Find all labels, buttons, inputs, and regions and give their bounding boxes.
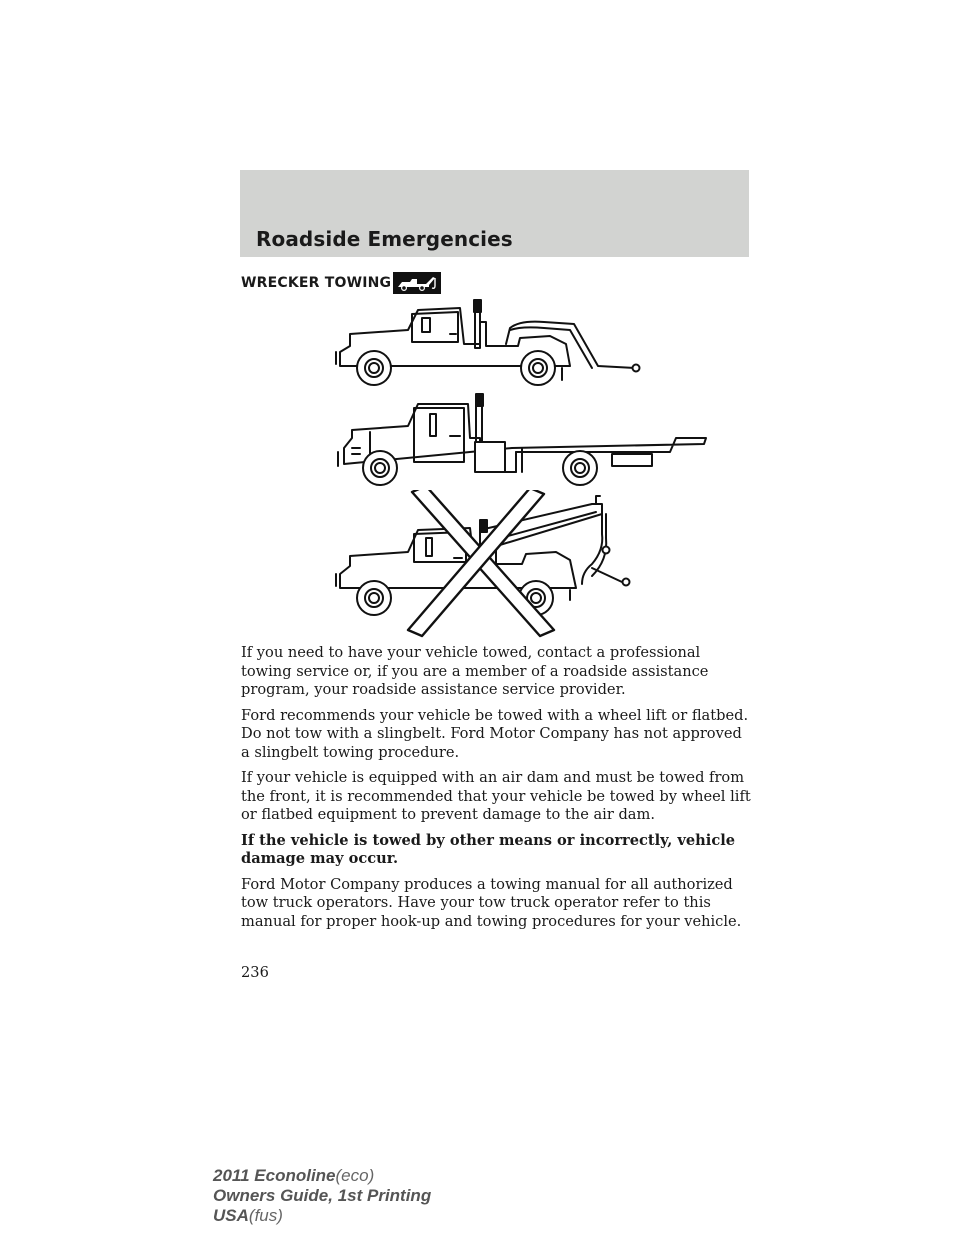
footer-line-2: Owners Guide, 1st Printing <box>213 1186 432 1205</box>
paragraph: If the vehicle is towed by other means or incorrectly, vehicle damage may occur. <box>241 831 736 867</box>
flatbed-truck-illustration <box>330 392 710 492</box>
chapter-title: Roadside Emergencies <box>256 227 513 251</box>
paragraph: Ford recommends your vehicle be towed with a wheel lift or flatbed. Do not tow with a slingbelt. Ford Motor Company has not approved a slingbelt towing procedure. <box>241 706 749 761</box>
footer-line-3: USA(fus) <box>213 1206 283 1225</box>
slingbelt-truck-illustration <box>330 490 650 640</box>
wrecker-tow-truck-icon <box>393 272 441 294</box>
footer-line-1: 2011 Econoline(eco) <box>213 1166 375 1185</box>
print-footer <box>213 1166 431 1226</box>
paragraph: If you need to have your vehicle towed, contact a professional towing service or, if you are a member of a roadside assistance program, your roadside assistance service provider. <box>241 644 709 698</box>
paragraph: If your vehicle is equipped with an air dam and must be towed from the front, it is recommended that your vehicle be towed by wheel lift or flatbed equipment to prevent damage to the air dam. <box>241 769 751 823</box>
page-number: 236 <box>241 964 269 981</box>
section-heading <box>241 271 441 295</box>
paragraph: Ford Motor Company produces a towing manual for all authorized tow truck operators. Have your tow truck operator refer to this manual for proper hook-up and towing procedures for your vehicle. <box>241 875 742 930</box>
header-band <box>240 170 749 257</box>
section-heading-text: WRECKER TOWING <box>241 275 392 291</box>
wheel-lift-truck-illustration <box>330 294 650 394</box>
body-text <box>241 644 751 938</box>
